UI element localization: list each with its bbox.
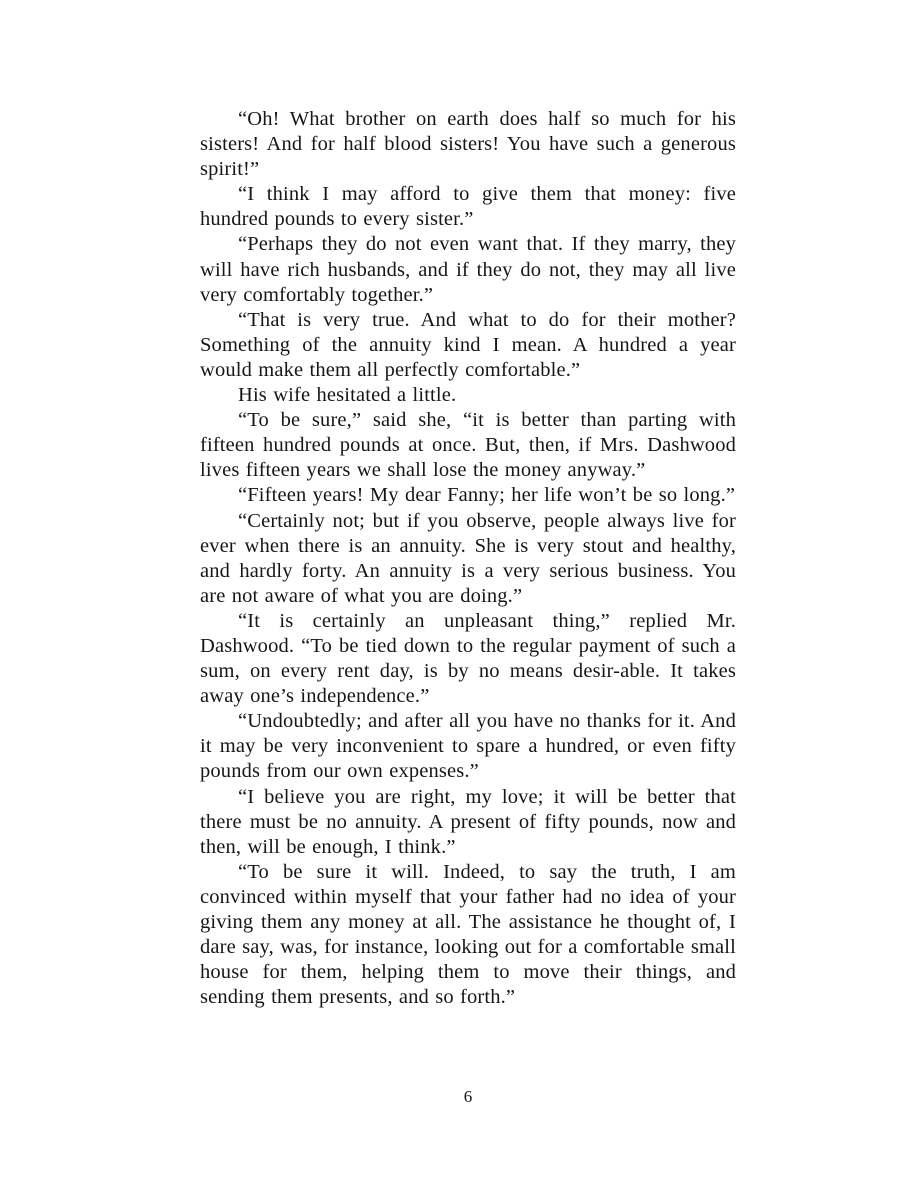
paragraph: “To be sure it will. Indeed, to say the truth, I am convinced within myself that your father had no idea of your giving them any money at all. The assistance he thought of, I dare say, was, for instance, looking out for a comfortable small house for them, helping them to move their things, and sending them presents, and so forth.” <box>200 860 736 1009</box>
paragraph: “Undoubtedly; and after all you have no thanks for it. And it may be very inconvenient to spare a hundred, or even fifty pounds from our own expenses.” <box>200 710 736 783</box>
paragraph: “Perhaps they do not even want that. If they marry, they will have rich husbands, and if they do not, they may all live very comfortably together.” <box>200 233 736 306</box>
paragraph: “To be sure,” said she, “it is better than parting with fifteen hundred pounds at once. But, then, if Mrs. Dashwood lives fifteen years we shall lose the money anyway.” <box>200 409 736 482</box>
paragraph: His wife hesitated a little. <box>238 384 457 407</box>
paragraph: “Fifteen years! My dear Fanny; her life won’t be so long.” <box>238 484 736 507</box>
page-text-block <box>200 107 736 1010</box>
paragraph: “I believe you are right, my love; it will be better that there must be no annuity. A present of fifty pounds, now and then, will be enough, I think.” <box>200 785 736 858</box>
paragraph: “Certainly not; but if you observe, people always live for ever when there is an annuity. She is very stout and healthy, and hardly forty. An annuity is a very serious business. You are not aware of what you are doing.” <box>200 509 736 607</box>
page-number: 6 <box>463 1087 473 1106</box>
paragraph: “I think I may afford to give them that money: five hundred pounds to every sister.” <box>200 183 736 231</box>
paragraph: “Oh! What brother on earth does half so much for his sisters! And for half blood sisters! You have such a generous spirit!” <box>200 108 736 181</box>
paragraph: “It is certainly an unpleasant thing,” replied Mr. Dashwood. “To be tied down to the regular payment of such a sum, on every rent day, is by no means desir-able. It takes away one’s independence.” <box>200 609 736 708</box>
paragraph: “That is very true. And what to do for their mother? Something of the annuity kind I mean. A hundred a year would make them all perfectly comfortable.” <box>200 308 736 381</box>
